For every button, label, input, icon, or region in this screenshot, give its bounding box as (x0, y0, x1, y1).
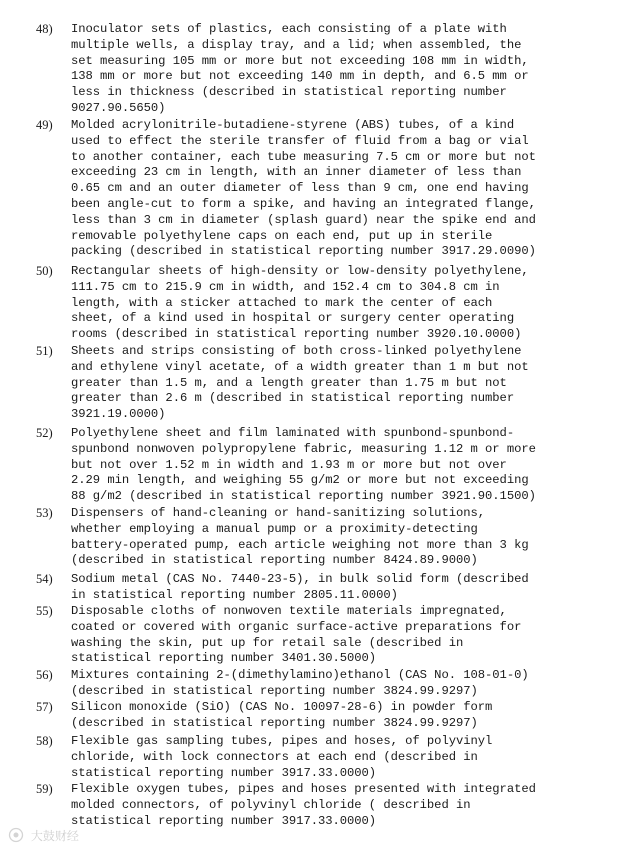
item-text-line: set measuring 105 mm or more but not exceeding 108 mm in width, (71, 53, 529, 68)
item-number: 52) (36, 426, 53, 440)
item-text-line: Disposable cloths of nonwoven textile materials impregnated, (71, 604, 507, 618)
item-text-line: statistical reporting number 3917.33.0000) (71, 813, 377, 828)
item-text-line: coated or covered with organic surface-active preparations for (71, 619, 522, 634)
item-number: 51) (36, 344, 53, 358)
item-number: 59) (36, 782, 53, 796)
item-text-line: Sodium metal (CAS No. 7440-23-5), in bulk solid form (described (71, 572, 529, 586)
item-text-line: sheet, of a kind used in hospital or surgery center operating (71, 311, 515, 326)
item-text-line: less than 3 cm in diameter (splash guard) near the spike end and (71, 212, 536, 227)
item-number: 53) (36, 506, 53, 520)
item-text-line: length, with a sticker attached to mark the center of each (71, 295, 493, 310)
item-text-line: Silicon monoxide (SiO) (CAS No. 10097-28-6) in powder form (71, 700, 493, 714)
item-text-line: exceeding 23 cm in length, with an inner diameter of less than (71, 165, 522, 180)
item-text-line: Flexible oxygen tubes, pipes and hoses presented with integrated (71, 782, 536, 796)
item-text-line: washing the skin, put up for retail sale (described in (71, 635, 464, 650)
item-text-line: been angle-cut to form a spike, and having an integrated flange, (71, 197, 536, 211)
watermark-logo-icon (8, 827, 24, 843)
item-text-line: Mixtures containing 2-(dimethylamino)ethanol (CAS No. 108-01-0) (71, 668, 529, 682)
item-number: 55) (36, 604, 53, 618)
item-text-line: removable polyethylene caps on each end, put up in sterile (71, 228, 493, 243)
item-text-line: (described in statistical reporting number 8424.89.9000) (71, 553, 478, 568)
item-number: 48) (36, 22, 53, 36)
item-text-line: Molded acrylonitrile-butadiene-styrene (ABS) tubes, of a kind (71, 118, 515, 132)
item-text-line: Inoculator sets of plastics, each consisting of a plate with (71, 22, 507, 36)
watermark (8, 827, 79, 844)
item-text-line: chloride, with lock connectors at each end (described in (71, 749, 478, 764)
item-text-line: molded connectors, of polyvinyl chloride ( described in (71, 797, 471, 812)
item-text-line: Dispensers of hand-cleaning or hand-sanitizing solutions, (71, 506, 486, 520)
item-number: 56) (36, 668, 53, 682)
item-number: 54) (36, 572, 53, 586)
item-text-line: battery-operated pump, each article weighing not more than 3 kg (71, 537, 529, 552)
item-text-line: but not over 1.52 m in width and 1.93 m or more but not over (71, 457, 507, 472)
item-number: 49) (36, 118, 53, 132)
item-text-line: 3921.19.0000) (71, 407, 166, 422)
item-number: 50) (36, 264, 53, 278)
watermark-text: 大鼓财经 (30, 829, 79, 843)
item-text-line: Polyethylene sheet and film laminated with spunbond-spunbond- (71, 426, 515, 440)
item-text-line: used to effect the sterile transfer of fluid from a bag or vial (71, 133, 529, 148)
item-text-line: in statistical reporting number 2805.11.0000) (71, 587, 398, 602)
item-text-line: rooms (described in statistical reporting number 3920.10.0000) (71, 327, 522, 342)
item-text-line: (described in statistical reporting number 3824.99.9297) (71, 683, 478, 698)
item-text-line: 111.75 cm to 215.9 cm in width, and 152.4 cm to 304.8 cm in (71, 279, 500, 294)
item-text-line: packing (described in statistical reporting number 3917.29.0090) (71, 244, 536, 259)
item-text-line: Rectangular sheets of high-density or low-density polyethylene, (71, 264, 529, 278)
item-text-line: multiple wells, a display tray, and a lid; when assembled, the (71, 37, 522, 52)
item-text-line: 88 g/m2 (described in statistical reporting number 3921.90.1500) (71, 489, 536, 504)
item-number: 57) (36, 700, 53, 714)
item-text-line: 0.65 cm and an outer diameter of less than 9 cm, one end having (71, 181, 529, 196)
item-text-line: greater than 1.5 m, and a length greater than 1.75 m but not (71, 375, 507, 390)
item-text-line: and ethylene vinyl acetate, of a width greater than 1 m but not (71, 359, 529, 374)
item-text-line: 9027.90.5650) (71, 101, 166, 115)
item-number: 58) (36, 734, 53, 748)
item-text-line: to another container, each tube measuring 7.5 cm or more but not (71, 149, 536, 164)
item-text-line: statistical reporting number 3917.33.0000) (71, 765, 377, 780)
item-text-line: statistical reporting number 3401.30.5000) (71, 651, 377, 666)
item-text-line: greater than 2.6 m (described in statistical reporting number (71, 391, 515, 406)
item-text-line: whether employing a manual pump or a proximity-detecting (71, 521, 478, 536)
item-text-line: Flexible gas sampling tubes, pipes and hoses, of polyvinyl (71, 734, 493, 748)
item-text-line: 138 mm or more but not exceeding 140 mm in depth, and 6.5 mm or (71, 69, 529, 84)
item-text-line: (described in statistical reporting number 3824.99.9297) (71, 715, 478, 730)
item-text-line: spunbond nonwoven polypropylene fabric, measuring 1.12 m or more (71, 441, 536, 456)
item-text-line: 2.29 min length, and weighing 55 g/m2 or more but not exceeding (71, 473, 529, 488)
item-text-line: Sheets and strips consisting of both cross-linked polyethylene (71, 344, 522, 358)
item-text-line: less in thickness (described in statistical reporting number (71, 85, 507, 100)
